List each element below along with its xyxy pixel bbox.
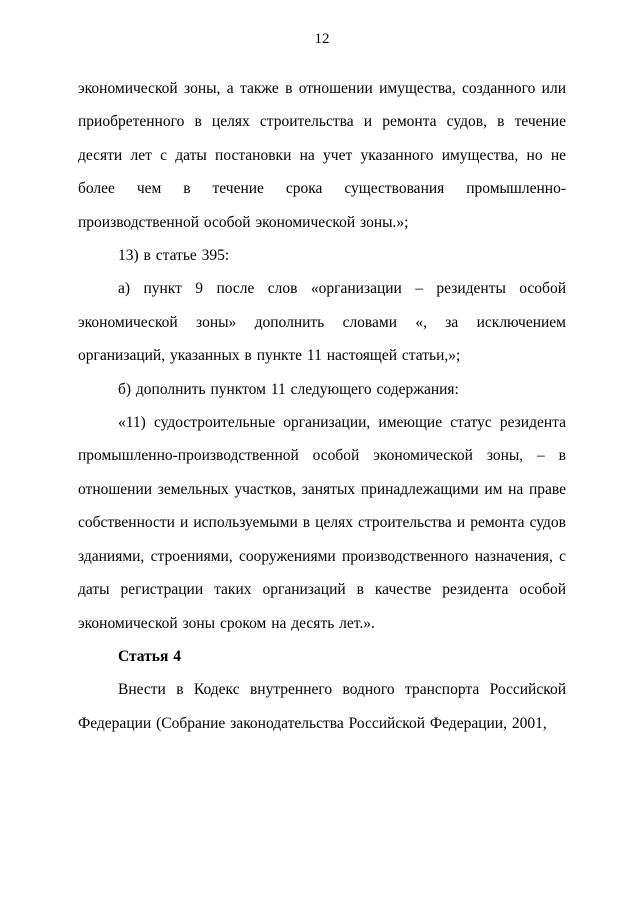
- paragraph: а) пункт 9 после слов «организации – резиденты особой экономической зоны» дополнить словами «, за исключением организаций, указанных в пункте 11 настоящей статьи,»;: [78, 280, 566, 365]
- paragraph: экономической зоны, а также в отношении имущества, созданного или приобретенного в целях строительства и ремонта судов, в течение десяти лет с даты постановки на учет указанного имущества, но не более чем в течение срока существования промышленно-производственной особой экономической зоны.»;: [78, 80, 566, 231]
- page-number: 12: [314, 31, 330, 47]
- article-heading: Статья 4: [118, 647, 181, 665]
- document-body: [78, 72, 566, 740]
- paragraph: Внести в Кодекс внутреннего водного транспорта Российской Федерации (Собрание законодательства Российской Федерации, 2001,: [78, 681, 566, 732]
- paragraph: «11) судостроительные организации, имеющие статус резидента промышленно-производственной особой экономической зоны, – в отношении земельных участков, занятых принадлежащими им на праве собственности и используемыми в целях строительства и ремонта судов зданиями, строениями, сооружениями производственного назначения, с даты регистрации таких организаций в качестве резидента особой экономической зоны сроком на десять лет.».: [78, 414, 566, 632]
- paragraph: б) дополнить пунктом 11 следующего содержания:: [118, 380, 459, 398]
- paragraph: 13) в статье 395:: [118, 247, 230, 265]
